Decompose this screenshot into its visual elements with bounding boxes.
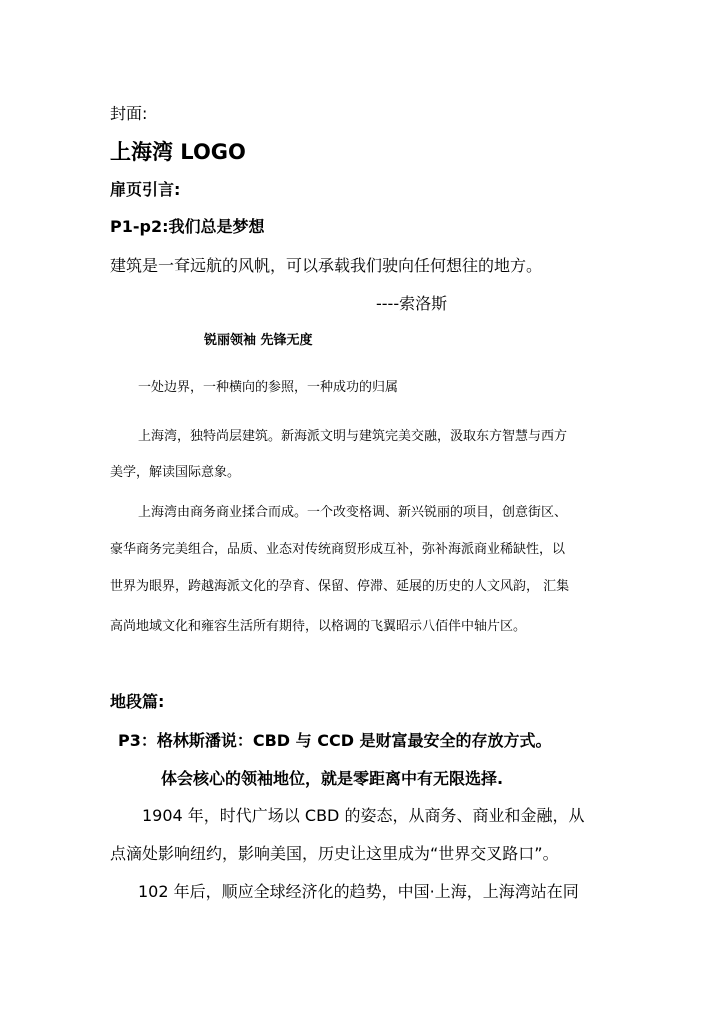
intro-para-2-line-2: 美学，解读国际意象。 — [110, 465, 241, 480]
quote-author: ----索洛斯 — [376, 294, 448, 313]
p3-heading: P3：格林斯潘说：CBD 与 CCD 是财富最安全的存放方式。 — [118, 731, 552, 750]
intro-para-3-line-1: 上海湾由商务商业揉合而成。一个改变格调、新兴锐丽的项目，创意街区、 — [138, 505, 568, 520]
segment-body-2-line-1: 102 年后，顺应全球经济化的趋势，中国·上海，上海湾站在同 — [138, 882, 579, 901]
segment-body-1-line-1: 1904 年，时代广场以 CBD 的姿态，从商务、商业和金融，从 — [142, 806, 585, 825]
segment-body-1-line-2: 点滴处影响纽约，影响美国，历史让这里成为“世界交叉路口”。 — [110, 844, 559, 863]
intro-para-2-line-1: 上海湾，独特尚层建筑。新海派文明与建筑完美交融，汲取东方智慧与西方 — [138, 429, 568, 444]
intro-para-3-line-4: 高尚地域文化和雍容生活所有期待，以格调的飞翼昭示八佰伴中轴片区。 — [110, 619, 527, 634]
intro-line-1: 一处边界，一种横向的参照，一种成功的归属 — [138, 380, 399, 395]
segment-heading: 地段篇: — [110, 692, 165, 711]
intro-para-3-line-3: 世界为眼界，跨越海派文化的孕育、保留、停滞、延展的历史的人文风韵， 汇集 — [110, 579, 570, 594]
cover-title: 上海湾 LOGO — [110, 140, 246, 164]
intro-para-3-line-2: 豪华商务完美组合，品质、业态对传统商贸形成互补，弥补海派商业稀缺性，以 — [110, 542, 566, 557]
cover-label: 封面: — [110, 104, 148, 123]
flyleaf-heading: 扉页引言: — [110, 180, 181, 199]
p1-p2-heading: P1-p2:我们总是梦想 — [110, 217, 265, 236]
segment-subheading: 体会核心的领袖地位，就是零距离中有无限选择. — [161, 769, 504, 788]
slogan: 锐丽领袖 先锋无度 — [204, 333, 313, 348]
flyleaf-quote: 建筑是一耷远航的风帆，可以承载我们驶向任何想往的地方。 — [110, 256, 543, 275]
